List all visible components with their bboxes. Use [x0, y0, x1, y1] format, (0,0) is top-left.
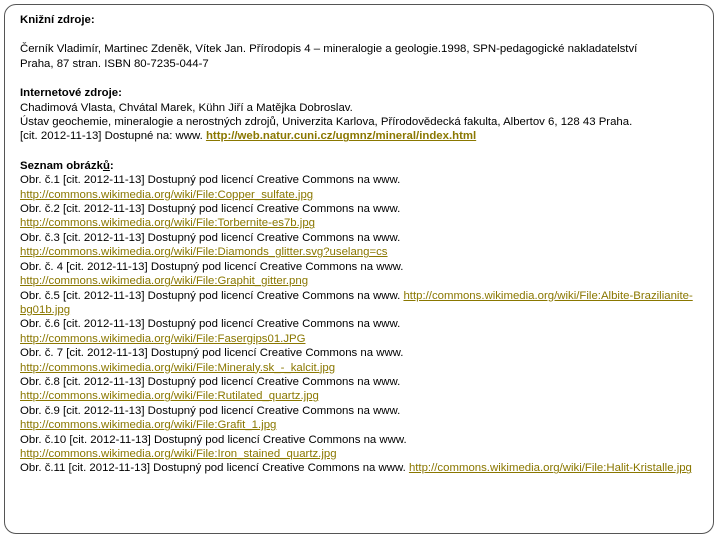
image-credit-link[interactable]: http://commons.wikimedia.org/wiki/File:Albite-Brazilianite-bg01b.jpg: [20, 289, 693, 316]
image-credit-text: Obr. č.8 [cit. 2012-11-13] Dostupný pod licencí Creative Commons na www.: [20, 375, 401, 388]
image-credit-link-line: [20, 361, 700, 375]
image-credit-text: Obr. č.6 [cit. 2012-11-13] Dostupný pod licencí Creative Commons na www.: [20, 318, 401, 331]
image-credit-link[interactable]: http://commons.wikimedia.org/wiki/File:Copper_sulfate.jpg: [20, 188, 314, 201]
image-list-heading-end: :: [109, 159, 114, 172]
book-citation-line-1: Černík Vladimír, Martinec Zdeněk, Vítek Jan. Přírodopis 4 – mineralogie a geologie.1998, SPN-pedagogické nakladatelství: [20, 43, 638, 56]
image-credit-link-line: [20, 216, 700, 230]
image-credit-link-line: [20, 274, 700, 288]
image-credit-text: Obr. č.11 [cit. 2012-11-13] Dostupný pod licencí Creative Commons na www.: [20, 462, 409, 475]
image-credit-link[interactable]: http://commons.wikimedia.org/wiki/File:Mineraly.sk_-_kalcit.jpg: [20, 361, 336, 374]
image-credit-link[interactable]: http://commons.wikimedia.org/wiki/File:Graphit_gitter.png: [20, 275, 309, 288]
image-credit-link-line: [20, 418, 700, 432]
image-credit-link-line: [20, 389, 700, 403]
image-credit-text: Obr. č.10 [cit. 2012-11-13] Dostupný pod licencí Creative Commons na www.: [20, 433, 407, 446]
image-credit-link-line: [20, 245, 700, 259]
internet-sources-heading: Internetové zdroje:: [20, 87, 122, 100]
image-credit-item: [20, 461, 700, 475]
book-sources-heading: Knižní zdroje:: [20, 14, 95, 26]
image-credit-link[interactable]: http://commons.wikimedia.org/wiki/File:Torbernite-es7b.jpg: [20, 217, 316, 230]
image-credit-link[interactable]: http://commons.wikimedia.org/wiki/File:Fasergips01.JPG: [20, 332, 306, 345]
image-credit-link[interactable]: http://commons.wikimedia.org/wiki/File:Iron_stained_quartz.jpg: [20, 447, 337, 460]
internet-citation-line-2: Ústav geochemie, mineralogie a nerostných zdrojů, Univerzita Karlova, Přírodovědecká fakulta, Albertov 6, 128 43 Praha.: [20, 116, 633, 129]
internet-citation-line-3: [20, 129, 700, 143]
image-credit-text: Obr. č.5 [cit. 2012-11-13] Dostupný pod licencí Creative Commons na www.: [20, 289, 404, 302]
image-list-heading-underlined: ů: [102, 159, 110, 172]
internet-citation-line-1: Chadimová Vlasta, Chvátal Marek, Kühn Jiří a Matějka Dobroslav.: [20, 101, 353, 114]
image-credit-item: [20, 289, 700, 318]
image-credit-text: Obr. č.3 [cit. 2012-11-13] Dostupný pod licencí Creative Commons na www.: [20, 231, 401, 244]
image-list-heading: [20, 159, 700, 173]
image-credit-text: Obr. č.9 [cit. 2012-11-13] Dostupný pod licencí Creative Commons na www.: [20, 404, 401, 417]
image-credit-link[interactable]: http://commons.wikimedia.org/wiki/File:Grafit_1.jpg: [20, 419, 277, 432]
image-credit-link-line: [20, 447, 700, 461]
book-citation-line-2: Praha, 87 stran. ISBN 80-7235-044-7: [20, 57, 209, 70]
image-credit-text: Obr. č.1 [cit. 2012-11-13] Dostupný pod licencí Creative Commons na www.: [20, 174, 401, 187]
image-credit-link[interactable]: http://commons.wikimedia.org/wiki/File:Rutilated_quartz.jpg: [20, 390, 319, 403]
image-credit-list: [20, 173, 700, 476]
image-list-heading-main: Seznam obrázk: [20, 159, 103, 172]
image-credit-text: Obr. č. 4 [cit. 2012-11-13] Dostupný pod licencí Creative Commons na www.: [20, 260, 404, 273]
image-credit-link-line: [20, 188, 700, 202]
image-credit-link[interactable]: http://commons.wikimedia.org/wiki/File:Halit-Kristalle.jpg: [408, 462, 692, 475]
image-credit-text: Obr. č. 7 [cit. 2012-11-13] Dostupný pod licencí Creative Commons na www.: [20, 347, 404, 360]
image-credit-text: Obr. č.2 [cit. 2012-11-13] Dostupný pod licencí Creative Commons na www.: [20, 203, 401, 216]
image-credit-link[interactable]: http://commons.wikimedia.org/wiki/File:Diamonds_glitter.svg?uselang=cs: [20, 246, 388, 259]
internet-citation-prefix: [cit. 2012-11-13] Dostupné na: www.: [20, 130, 206, 143]
internet-source-link[interactable]: http://web.natur.cuni.cz/ugmnz/mineral/index.html: [205, 130, 477, 143]
references-content: [20, 13, 700, 476]
image-credit-link-line: [20, 332, 700, 346]
